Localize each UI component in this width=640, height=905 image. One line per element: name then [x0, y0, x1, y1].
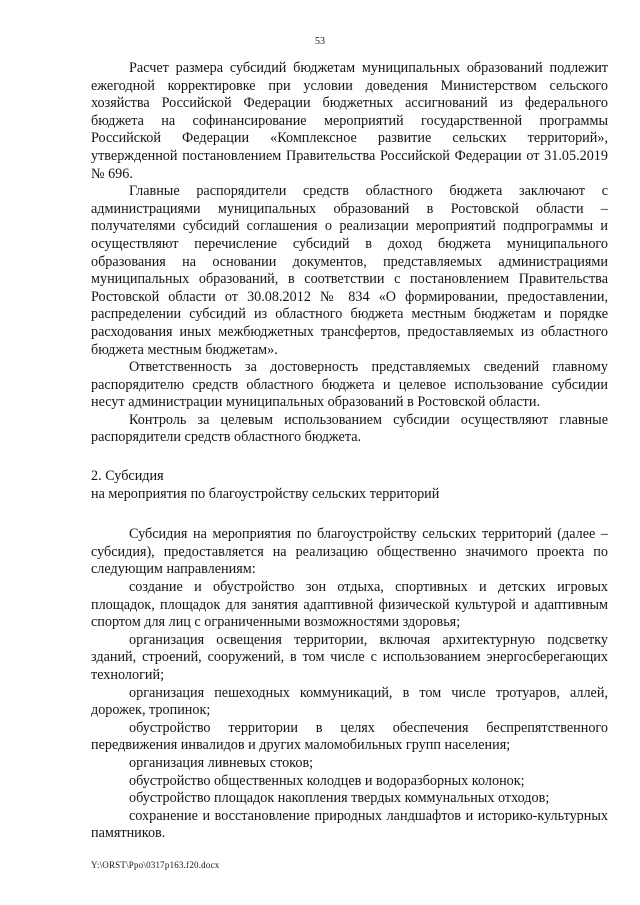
list-item: обустройство территории в целях обеспечения беспрепятственного передвижения инвалидов и других маломобильных групп населения;: [91, 719, 608, 754]
footer-file-path: Y:\ORST\Ppo\0317p163.f20.docx: [91, 860, 220, 870]
document-body: [91, 60, 608, 843]
list-item: организация освещения территории, включая архитектурную подсветку зданий, строений, сооружений, в том числе с использованием энергосберегающих технологий;: [91, 631, 608, 683]
list-item: сохранение и восстановление природных ландшафтов и историко-культурных памятников.: [91, 807, 608, 842]
paragraph: Субсидия на мероприятия по благоустройству сельских территорий (далее – субсидия), предоставляется на реализацию общественно значимого проекта по следующим направлениям:: [91, 526, 608, 578]
paragraph: Расчет размера субсидий бюджетам муниципальных образований подлежит ежегодной корректировке при условии доведения Министерством сельского хозяйства Российской Федерации бюджетных ассигнований из федерального бюджета на софинансирование мероприятий государственной программы Российской Федерации «Комплексное развитие сельских территорий», утвержденной постановлением Правительства Российской Федерации от 31.05.2019 № 696.: [91, 60, 608, 182]
section-heading-title: на мероприятия по благоустройству сельских территорий: [91, 485, 440, 502]
list-item: обустройство площадок накопления твердых коммунальных отходов;: [129, 790, 550, 807]
list-item: организация пешеходных коммуникаций, в том числе тротуаров, аллей, дорожек, тропинок;: [91, 684, 608, 719]
list-item: создание и обустройство зон отдыха, спортивных и детских игровых площадок, площадок для занятия адаптивной физической культурой и адаптивным спортом для лиц с ограниченными возможностями здоровья;: [91, 579, 608, 631]
paragraph: Контроль за целевым использованием субсидии осуществляют главные распорядители средств областного бюджета.: [91, 411, 608, 446]
paragraph: Главные распорядители средств областного бюджета заключают с администрациями муниципальных образований в Ростовской области – получателями субсидий соглашения о реализации мероприятий подпрограммы и осуществляют перечисление субсидий в доход бюджета муниципального образования на основании документов, представляемых администрациями муниципальных образований, в соответствии с постановлением Правительства Ростовской области от 30.08.2012 № 834 «О формировании, предоставлении, распределении субсидий из областного бюджета местным бюджетам и порядке расходования иных межбюджетных трансфертов, предоставляемых из областного бюджета местным бюджетам».: [91, 183, 608, 358]
page-number: 53: [315, 36, 325, 47]
section-heading-number: 2. Субсидия: [91, 468, 164, 485]
list-item: организация ливневых стоков;: [129, 754, 314, 771]
list-item: обустройство общественных колодцев и водоразборных колонок;: [129, 772, 525, 789]
paragraph: Ответственность за достоверность представляемых сведений главному распорядителю средств областного бюджета и целевое использование субсидии несут администрации муниципальных образований в Ростовской области.: [91, 359, 608, 411]
